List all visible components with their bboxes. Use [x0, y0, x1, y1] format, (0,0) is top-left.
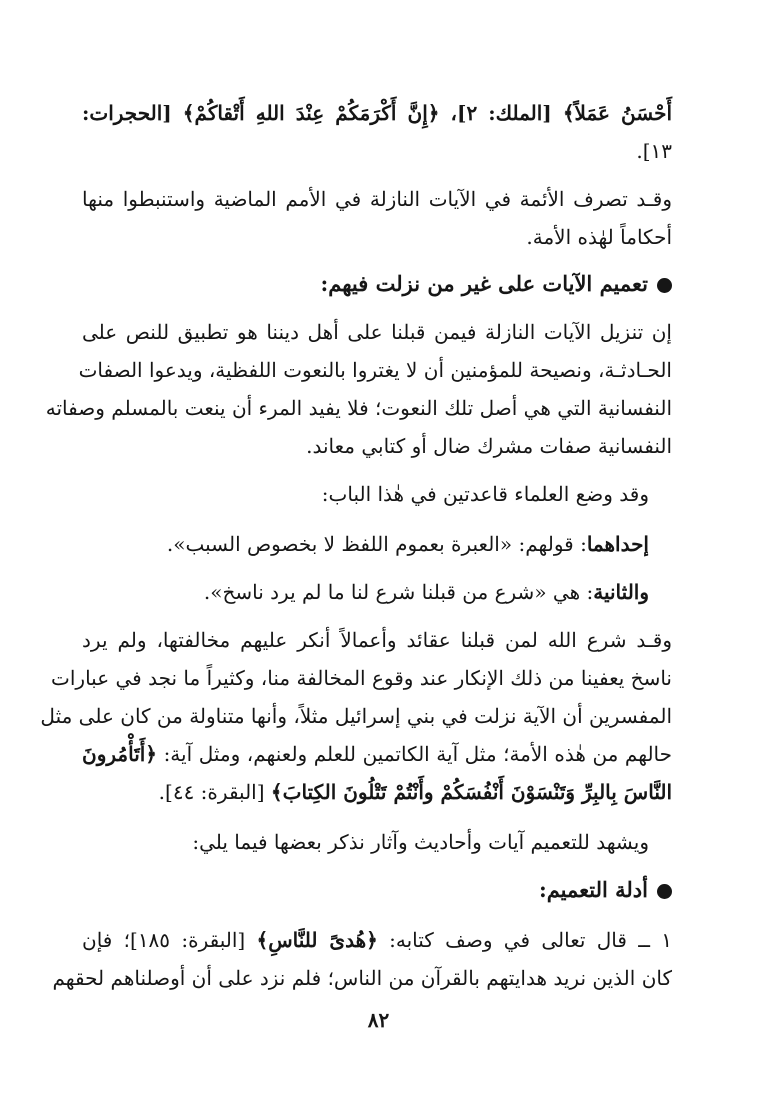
- paragraph-text: كان الذين نريد هدايتهم بالقرآن من الناس؛ فلم نزد على أن أوصلناهم لحقهم: [52, 966, 672, 990]
- paragraph-line: [82, 430, 672, 462]
- paragraph-line: [45, 392, 672, 424]
- paragraph-line: [59, 478, 649, 510]
- paragraph-text: النفسانية التي هي أصل تلك النعوت؛ فلا يفيد المرء أن ينعت بالمسلم وصفاته: [45, 396, 672, 420]
- paragraph-text: أحكاماً لهٰذه الأمة.: [526, 225, 672, 249]
- paragraph-line: [82, 776, 672, 808]
- paragraph-line: [82, 624, 672, 656]
- quran-verse: ﴿أَتَأْمُرونَ: [82, 742, 158, 766]
- section-heading-1: [82, 268, 672, 300]
- paragraph-line: [82, 924, 672, 956]
- quran-verse: ﴿هُدىً للنَّاسِ﴾: [256, 928, 378, 952]
- paragraph-line: [51, 662, 672, 694]
- text-line-2: [82, 135, 672, 167]
- rule-text: : هي «شرع من قبلنا شرع لنا ما لم يرد ناسخ».: [203, 580, 594, 604]
- citation: [البقرة: ٤٤].: [158, 780, 271, 804]
- rule-label: إحداهما: [586, 532, 649, 556]
- text-line-1: [82, 97, 672, 129]
- paragraph-text: حالهم من هٰذه الأمة؛ مثل آية الكاتمين للعلم ولعنهم، ومثل آية:: [157, 742, 672, 766]
- heading-text: تعميم الآيات على غير من نزلت فيهم:: [320, 271, 648, 296]
- page-number: ٨٢: [367, 1008, 390, 1032]
- paragraph-line: [82, 738, 672, 770]
- paragraph-line: [40, 700, 672, 732]
- paragraph-text: وقـد تصرف الأئمة في الآيات النازلة في الأمم الماضية واستنبطوا منها: [82, 187, 672, 211]
- paragraph-text: وقـد شرع الله لمن قبلنا عقائد وأعمالاً أنكر عليهم مخالفتها، ولم يرد: [82, 628, 672, 652]
- rule-two: [59, 576, 649, 608]
- paragraph-line: [82, 183, 672, 215]
- paragraph-line: [59, 826, 649, 858]
- rule-text: : قولهم: «العبرة بعموم اللفظ لا بخصوص السبب».: [166, 532, 587, 556]
- section-heading-2: [82, 874, 672, 906]
- rule-label: والثانية: [593, 580, 649, 604]
- rule-one: [59, 528, 649, 560]
- paragraph-line: [78, 354, 672, 386]
- paragraph-text: ١ ــ قال تعالى في وصف كتابه:: [377, 928, 672, 952]
- bullet-icon: [657, 884, 672, 899]
- paragraph-text: النفسانية صفات مشرك ضال أو كتابي معاند.: [306, 434, 672, 458]
- paragraph-text: وقد وضع العلماء قاعدتين في هٰذا الباب:: [321, 482, 649, 506]
- citation: [البقرة: ١٨٥]؛ فإن: [82, 928, 257, 952]
- citation: ١٣].: [636, 139, 672, 163]
- bullet-icon: [657, 278, 672, 293]
- paragraph-text: ناسخ يعفينا من ذلك الإنكار عند وقوع المخالفة منا، وكثيراً ما نجد في عبارات: [51, 666, 672, 690]
- heading-text: أدلة التعميم:: [538, 877, 648, 902]
- quran-verse: أَحْسَنُ عَمَلاً﴾ [الملك: ٢]، ﴿إِنَّ أَكْرَمَكُمْ عِنْدَ اللهِ أَتْقاكُمْ﴾ [الحجرات:: [82, 101, 673, 125]
- paragraph-text: ويشهد للتعميم آيات وأحاديث وآثار نذكر بعضها فيما يلي:: [192, 830, 649, 854]
- paragraph-text: الحـادثـة، ونصيحة للمؤمنين أن لا يغتروا بالنعوت اللفظية، ويدعوا الصفات: [78, 358, 672, 382]
- paragraph-line: [82, 221, 672, 253]
- paragraph-text: المفسرين أن الآية نزلت في بني إسرائيل مثلاً، وأنها متناولة من كان على مثل: [40, 704, 672, 728]
- quran-verse: النَّاسَ بِالبِرِّ وَتَنْسَوْنَ أَنْفُسَكُمْ وأَنْتُمْ تَتْلُونَ الكِتابَ﴾: [270, 780, 672, 804]
- paragraph-line: [82, 316, 672, 348]
- paragraph-text: إن تنزيل الآيات النازلة فيمن قبلنا على أهل ديننا هو تطبيق للنص على: [82, 320, 672, 344]
- paragraph-line: [52, 962, 672, 994]
